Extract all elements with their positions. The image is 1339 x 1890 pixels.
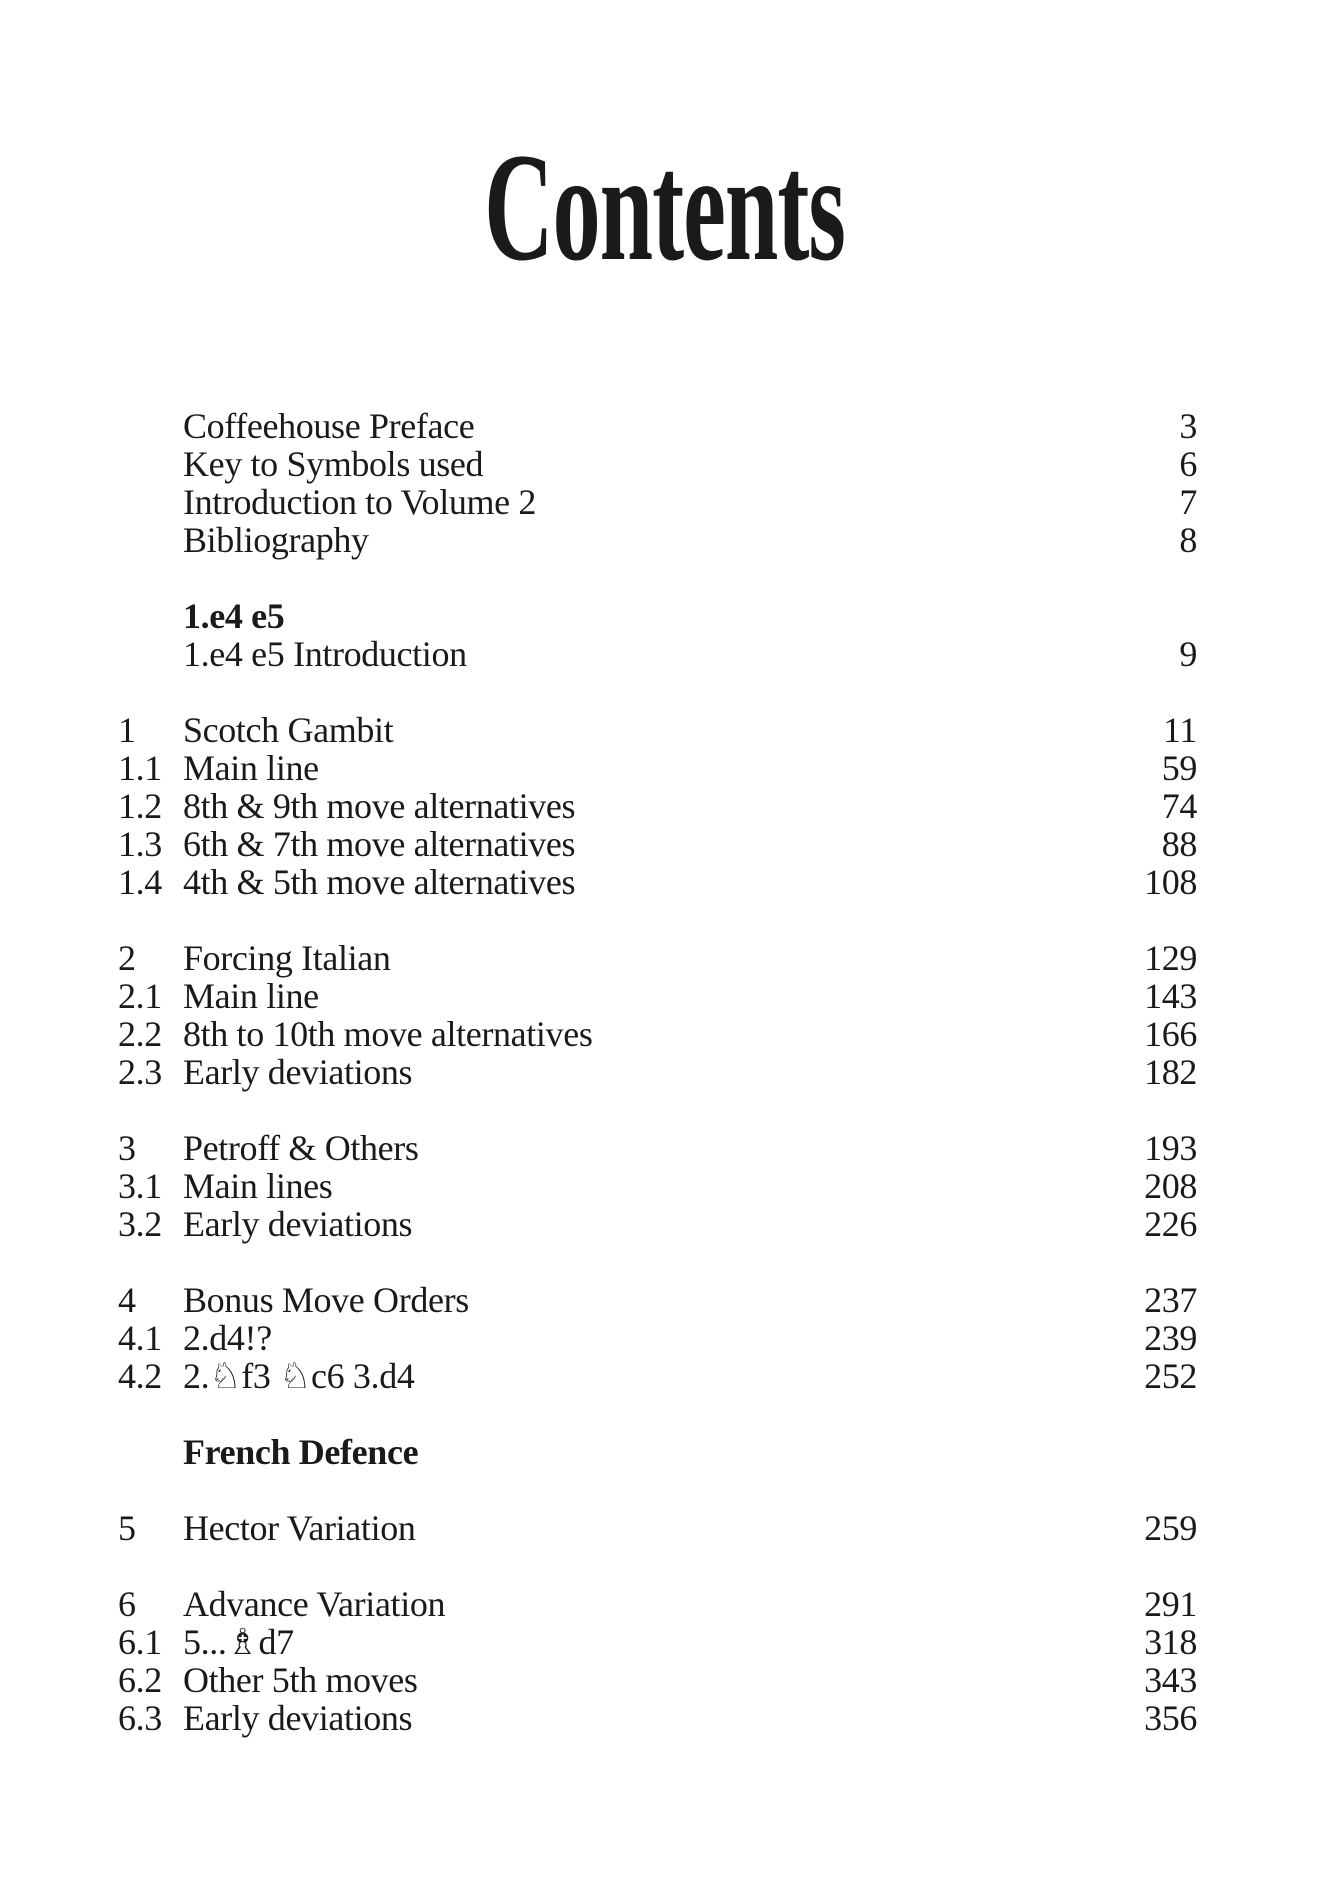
toc-entry-number: 1 [118, 710, 136, 750]
toc-entry-number: 3.2 [118, 1204, 162, 1244]
toc-group-front-matter [118, 407, 1197, 559]
toc-entry-page: 318 [1144, 1622, 1197, 1662]
toc-section-header [118, 597, 1197, 635]
toc-entry-page: 143 [1144, 976, 1197, 1016]
toc-group-chapter-2 [118, 939, 1197, 1091]
toc-entry-label: Introduction to Volume 2 [183, 482, 537, 522]
toc-entry-page: 11 [1163, 710, 1197, 750]
toc-row [118, 1281, 1197, 1319]
table-of-contents [118, 407, 1197, 1737]
toc-entry-number: 4 [118, 1280, 136, 1320]
toc-group-french-defence [118, 1433, 1197, 1471]
toc-entry-label: Forcing Italian [183, 938, 391, 978]
toc-row [118, 825, 1197, 863]
toc-row [118, 977, 1197, 1015]
toc-row [118, 939, 1197, 977]
toc-entry-label: 6th & 7th move alternatives [183, 824, 576, 864]
toc-entry-label: Advance Variation [183, 1584, 446, 1624]
toc-row [118, 787, 1197, 825]
toc-section-header [118, 1433, 1197, 1471]
toc-row [118, 445, 1197, 483]
toc-group-e4e5 [118, 597, 1197, 673]
toc-entry-page: 108 [1144, 862, 1197, 902]
page-title: Contents [484, 121, 845, 293]
toc-row [118, 1205, 1197, 1243]
toc-entry-page: 6 [1179, 444, 1197, 484]
toc-entry-label: Main line [183, 976, 319, 1016]
toc-row [118, 749, 1197, 787]
toc-entry-number: 1.3 [118, 824, 162, 864]
toc-entry-label: Main line [183, 748, 319, 788]
toc-entry-page: 356 [1144, 1698, 1197, 1738]
toc-entry-label: Key to Symbols used [183, 444, 484, 484]
toc-row [118, 863, 1197, 901]
toc-row [118, 1167, 1197, 1205]
toc-entry-page: 291 [1144, 1584, 1197, 1624]
toc-entry-number: 5 [118, 1508, 136, 1548]
toc-entry-label: 1.e4 e5 [183, 596, 285, 636]
toc-entry-page: 182 [1144, 1052, 1197, 1092]
toc-entry-label: Bibliography [183, 520, 369, 560]
toc-entry-label: 5...♗d7 [183, 1622, 294, 1662]
toc-entry-label: 8th & 9th move alternatives [183, 786, 576, 826]
toc-entry-page: 88 [1161, 824, 1197, 864]
toc-entry-label: Scotch Gambit [183, 710, 394, 750]
toc-entry-number: 6 [118, 1584, 136, 1624]
toc-row [118, 1509, 1197, 1547]
toc-row [118, 1319, 1197, 1357]
toc-entry-page: 343 [1144, 1660, 1197, 1700]
toc-row [118, 1661, 1197, 1699]
toc-entry-page: 193 [1144, 1128, 1197, 1168]
toc-row [118, 521, 1197, 559]
toc-entry-label: Other 5th moves [183, 1660, 418, 1700]
toc-entry-page: 129 [1144, 938, 1197, 978]
toc-entry-number: 2.2 [118, 1014, 162, 1054]
toc-entry-number: 6.3 [118, 1698, 162, 1738]
toc-entry-number: 4.2 [118, 1356, 162, 1396]
toc-entry-page: 7 [1179, 482, 1197, 522]
toc-entry-page: 259 [1144, 1508, 1197, 1548]
toc-row [118, 1699, 1197, 1737]
toc-entry-label: Bonus Move Orders [183, 1280, 469, 1320]
toc-entry-label: 2.♘f3 ♘c6 3.d4 [183, 1356, 415, 1396]
toc-entry-page: 74 [1161, 786, 1197, 826]
toc-entry-page: 3 [1179, 406, 1197, 446]
toc-group-chapter-5 [118, 1509, 1197, 1547]
toc-entry-page: 208 [1144, 1166, 1197, 1206]
toc-row [118, 635, 1197, 673]
toc-row [118, 1623, 1197, 1661]
toc-row [118, 1053, 1197, 1091]
toc-entry-number: 2.1 [118, 976, 162, 1016]
toc-entry-label: Main lines [183, 1166, 333, 1206]
toc-entry-page: 9 [1179, 634, 1197, 674]
toc-entry-label: Hector Variation [183, 1508, 416, 1548]
toc-entry-number: 6.1 [118, 1622, 162, 1662]
toc-entry-number: 3 [118, 1128, 136, 1168]
toc-entry-label: French Defence [183, 1432, 419, 1472]
toc-entry-label: Coffeehouse Preface [183, 406, 475, 446]
toc-row [118, 1357, 1197, 1395]
toc-entry-page: 239 [1144, 1318, 1197, 1358]
toc-group-chapter-6 [118, 1585, 1197, 1737]
toc-entry-page: 252 [1144, 1356, 1197, 1396]
toc-entry-number: 6.2 [118, 1660, 162, 1700]
toc-row [118, 1585, 1197, 1623]
toc-entry-label: 1.e4 e5 Introduction [183, 634, 467, 674]
toc-entry-page: 226 [1144, 1204, 1197, 1244]
toc-entry-label: Early deviations [183, 1052, 413, 1092]
toc-group-chapter-3 [118, 1129, 1197, 1243]
toc-entry-page: 59 [1161, 748, 1197, 788]
toc-entry-label: Early deviations [183, 1204, 413, 1244]
toc-row [118, 1015, 1197, 1053]
toc-group-chapter-1 [118, 711, 1197, 901]
toc-entry-label: 4th & 5th move alternatives [183, 862, 576, 902]
toc-entry-label: Early deviations [183, 1698, 413, 1738]
toc-entry-label: 8th to 10th move alternatives [183, 1014, 593, 1054]
toc-entry-page: 166 [1144, 1014, 1197, 1054]
toc-entry-number: 2 [118, 938, 136, 978]
toc-entry-number: 1.2 [118, 786, 162, 826]
toc-row [118, 407, 1197, 445]
toc-entry-page: 8 [1179, 520, 1197, 560]
toc-row [118, 711, 1197, 749]
toc-entry-number: 4.1 [118, 1318, 162, 1358]
toc-group-chapter-4 [118, 1281, 1197, 1395]
toc-entry-number: 1.1 [118, 748, 162, 788]
toc-entry-number: 2.3 [118, 1052, 162, 1092]
toc-entry-number: 3.1 [118, 1166, 162, 1206]
toc-entry-label: Petroff & Others [183, 1128, 419, 1168]
toc-row [118, 483, 1197, 521]
toc-entry-page: 237 [1144, 1280, 1197, 1320]
toc-entry-label: 2.d4!? [183, 1318, 272, 1358]
toc-row [118, 1129, 1197, 1167]
toc-entry-number: 1.4 [118, 862, 162, 902]
